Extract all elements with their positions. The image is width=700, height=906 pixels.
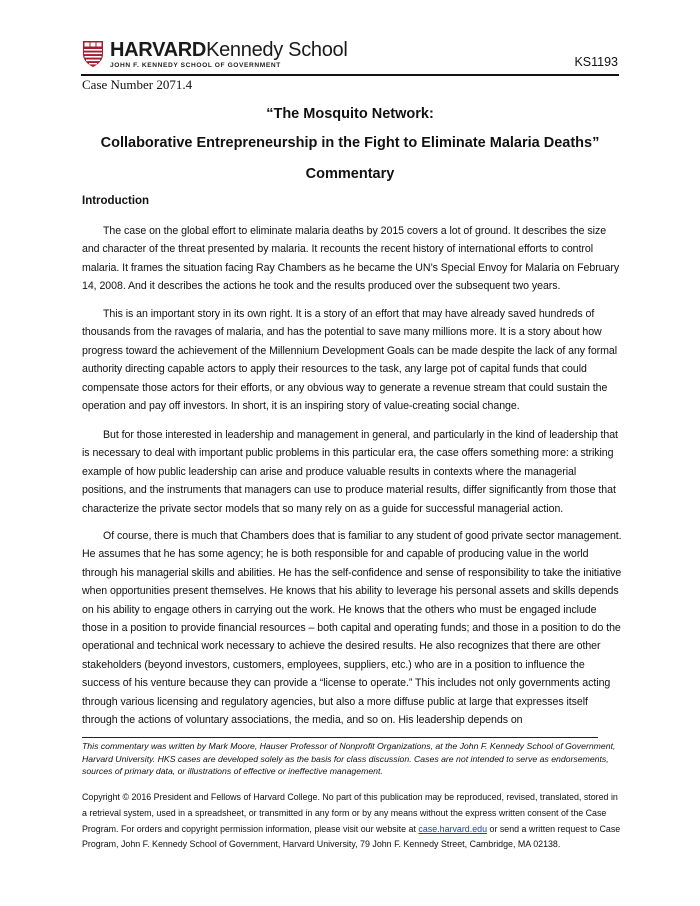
author-footnote: This commentary was written by Mark Moore, Hauser Professor of Nonprofit Organizations, at the John F. Kennedy School of Government, Harvard University. HKS cases are developed solely as the basis for class discussion. Cases are not intended to serve as endorsements, sources of primary data, or illustrations of effective or ineffective management. (82, 741, 616, 776)
case-number: Case Number 2071.4 (82, 77, 193, 92)
title-line-2: Collaborative Entrepreneurship in the Fight to Eliminate Malaria Deaths” (100, 135, 600, 151)
case-program-link[interactable]: case.harvard.edu (418, 823, 487, 834)
paragraph: The case on the global effort to eliminate malaria deaths by 2015 covers a lot of ground. It describes the size and character of the threat presented by malaria. It recounts the recent history of international efforts to control malaria. It frames the situation facing Ray Chambers as he became the UN’s Special Envoy for Malaria on February 14, 2008. And it describes the actions he took and the results produced over the subsequent two years. (82, 225, 620, 293)
logo-kennedy-school: Kennedy School (206, 39, 348, 61)
title-commentary: Commentary (305, 166, 395, 182)
case-code: KS1193 (574, 55, 618, 69)
logo-subtitle: JOHN F. KENNEDY SCHOOL OF GOVERNMENT (110, 62, 281, 69)
footnote-divider (82, 737, 598, 738)
copyright-text: Copyright © 2016 President and Fellows of Harvard College. No part of this publication may be reproduced, revised, translated, stored in a retrieval system, used in a spreadsheet, or transmitted in any form or by any means without the express written consent of the Case Program. For orders and copyright permission information, please visit our website at (82, 792, 618, 834)
paragraph: Of course, there is much that Chambers does that is familiar to any student of good private sector management. He assumes that he has some agency; he is both responsible for and capable of producing value in the world through his managerial skills and abilities. He has the self-confidence and sense of responsibility to take the initiative when opportunities present themselves. He knows that his ability to leverage his personal assets and skills depends on his ability to engage others in carrying out the work. He knows that the others who must be engaged include those in a position to provide financial resources – both capital and operating funds; and those in a position to do the operational and technical work necessary to achieve the desired results. He also recognizes that there are other stakeholders (beyond investors, customers, employees, suppliers, etc.) who are in a position to influence the success of his venture because they can provide a “license to operate.” This includes not only governments acting through various licensing and regulatory agencies, but also a more diffuse public at large that expresses itself through the actions of voluntary associations, the media, and so on. His leadership depends on (82, 530, 622, 727)
paragraph: This is an important story in its own right. It is a story of an effort that may have already saved hundreds of thousands from the ravages of malaria, and has the potential to save many millions more. It is a story about how progress toward the achievement of the Millennium Development Goals can be made despite the lack of any formal authority directing capable actors to apply their resources to the task, any large pot of capital funds that could compensate those actors for their efforts, or any obvious way to generate a revenue stream that could sustain the operation and pay off investors. In short, it is an inspiring story of value-creating social change. (82, 308, 618, 413)
logo-harvard: HARVARD (110, 39, 207, 61)
section-heading-introduction: Introduction (82, 195, 150, 207)
logo-wordmark (110, 39, 348, 61)
copyright-notice (82, 790, 622, 853)
hks-logo (82, 39, 348, 69)
harvard-shield-icon (82, 40, 104, 68)
paragraph: But for those interested in leadership and management in general, and particularly in the kind of leadership that is necessary to deal with important public problems in this particular era, the case offers something more: a striking example of how public leadership can arise and produce valuable results in contexts where the managerial positions, and the instruments that managers can use to produce material results, differ significantly from those that characterize the private sector models that so many rely on as a guide for successful managerial action. (82, 429, 618, 515)
copyright-address: or send a written request to Case Program, John F. Kennedy School of Government, Harvard University, 79 John F. Kennedy Street, Cambridge, MA 02138. (82, 823, 621, 850)
title-line-1: “The Mosquito Network: (266, 106, 434, 122)
header-divider (81, 74, 619, 76)
